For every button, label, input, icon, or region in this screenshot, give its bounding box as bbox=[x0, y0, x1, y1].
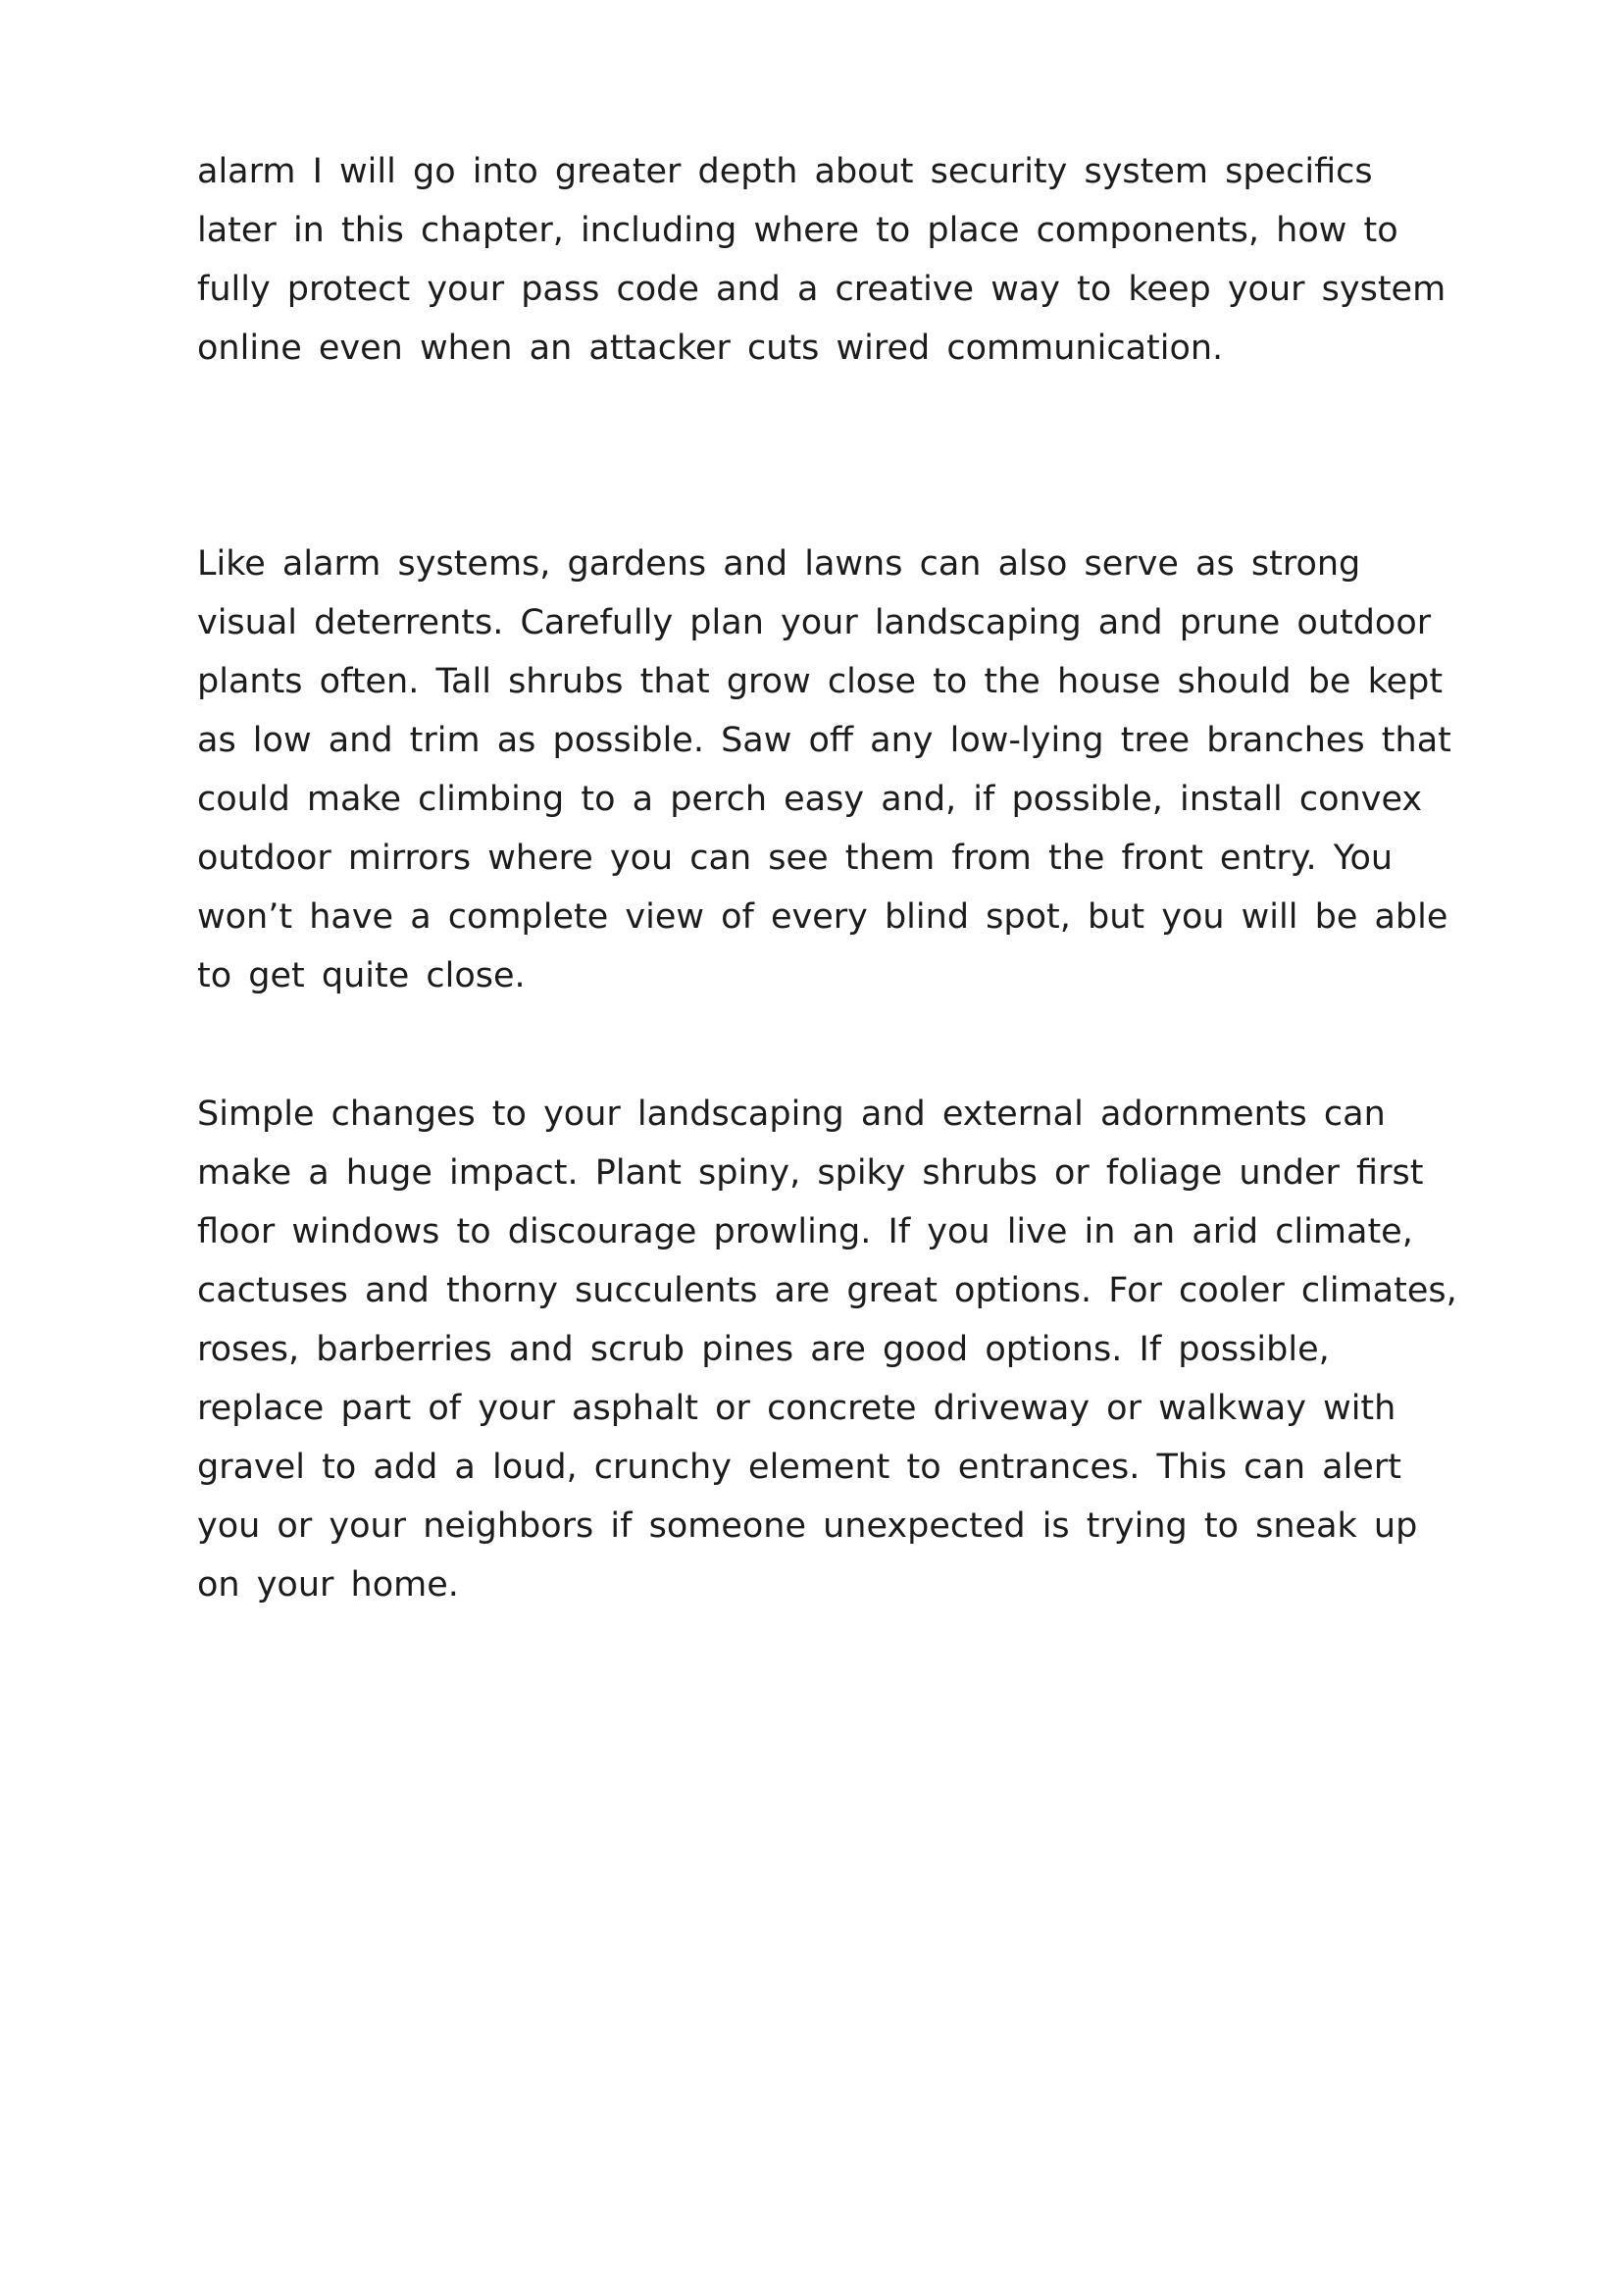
text-line: online even when an attacker cuts wired communication. bbox=[197, 329, 1224, 368]
paragraph-alarm-details bbox=[197, 142, 1452, 378]
text-line: plants often. Tall shrubs that grow close to the house should be kept bbox=[197, 662, 1444, 701]
text-line: cactuses and thorny succulents are great options. For cooler climates, bbox=[197, 1271, 1457, 1310]
text-line: fully protect your pass code and a creative way to keep your system bbox=[197, 270, 1446, 309]
text-line: Simple changes to your landscaping and external adornments can bbox=[197, 1095, 1386, 1134]
text-line: roses, barberries and scrub pines are good options. If possible, bbox=[197, 1330, 1330, 1369]
text-line: visual deterrents. Carefully plan your landscaping and prune outdoor bbox=[197, 603, 1432, 642]
text-line: alarm I will go into greater depth about security system specifics bbox=[197, 152, 1373, 191]
text-line: floor windows to discourage prowling. If you live in an arid climate, bbox=[197, 1212, 1413, 1251]
text-line: replace part of your asphalt or concrete driveway or walkway with bbox=[197, 1389, 1396, 1428]
text-line: you or your neighbors if someone unexpected is trying to sneak up bbox=[197, 1506, 1418, 1546]
paragraph-gardens-deterrents bbox=[197, 535, 1452, 1005]
paragraph-landscaping-changes bbox=[197, 1085, 1457, 1614]
text-line: outdoor mirrors where you can see them from the front entry. You bbox=[197, 839, 1394, 878]
text-line: won’t have a complete view of every blind spot, but you will be able bbox=[197, 897, 1448, 937]
text-line: Like alarm systems, gardens and lawns can also serve as strong bbox=[197, 544, 1361, 584]
text-line: gravel to add a loud, crunchy element to entrances. This can alert bbox=[197, 1448, 1401, 1487]
text-line: could make climbing to a perch easy and, if possible, install convex bbox=[197, 780, 1423, 819]
text-line: make a huge impact. Plant spiny, spiky shrubs or foliage under first bbox=[197, 1153, 1424, 1193]
text-line: on your home. bbox=[197, 1565, 459, 1605]
text-line: later in this chapter, including where to place components, how to bbox=[197, 211, 1398, 250]
text-line: to get quite close. bbox=[197, 956, 526, 995]
text-line: as low and trim as possible. Saw off any low-lying tree branches that bbox=[197, 721, 1451, 760]
